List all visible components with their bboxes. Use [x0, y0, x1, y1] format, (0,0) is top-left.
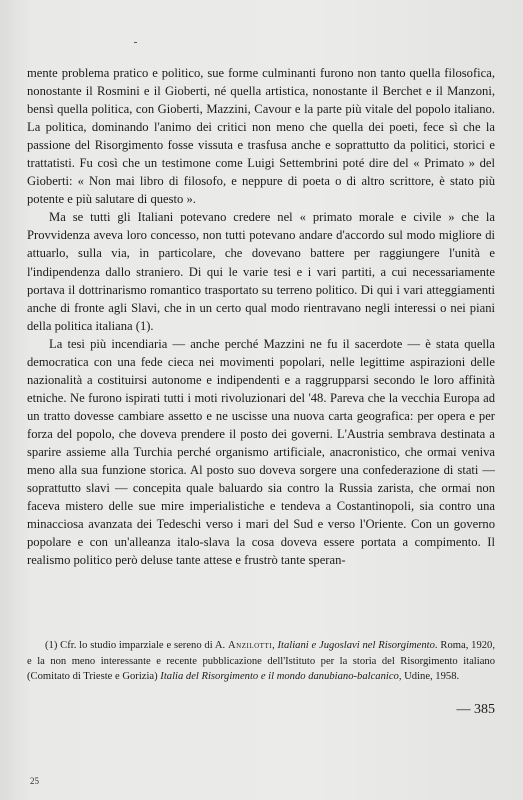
footnote-1	[27, 638, 495, 685]
footnote-sep: ,	[272, 640, 278, 651]
footnote-title-2: Italia del Risorgimento e il mondo danubiano-balcanico	[160, 671, 399, 683]
footnote-tail: , Udine, 1958.	[398, 671, 460, 683]
main-text	[27, 64, 495, 569]
page-number: — 385	[456, 702, 495, 717]
footnote-section	[27, 638, 495, 685]
footnote-middle: . Roma, 1920, e la non meno interessante e recente pubblicazione dell'Istituto per la storia del Risorgimento italiano (Comitato di Trieste e Gorizia)	[27, 640, 495, 683]
paragraph-3: La tesi più incendiaria — anche perché Mazzini ne fu il sacerdote — è stata quella democratica con una fede cieca nei movimenti popolari, nelle legittime aspirazioni delle nazionalità a costituirsi autonome e indipendenti e a raggrupparsi secondo le loro affinità etniche. Ne furono ispirati tutti i moti rivoluzionari del '48. Pareva che la vecchia Europa ad un tratto dovesse cambiare assetto e ne uscisse una nuova carta geografica: per opera e per forza del popolo, che doveva prendere il posto dei governi. L'Austria sembrava destinata a sparire assieme alla Turchia perché organismo artificiale, anacronistico, che ormai veniva meno alla sua funzione storica. Al posto suo doveva sorgere una confederazione di stati —soprattutto slavi — concepita quale baluardo sia contro la Russia zarista, che ormai non faceva mistero delle sue mire imperialistiche e tendeva a Costantinopoli, sia contro una minacciosa avanzata dei Tedeschi verso i mari del Sud e verso l'Oriente. Con un governo popolare e con un'alleanza italo-slava la cosa doveva essere portata a compimento. Il realismo politico però deluse tante attese e frustrò tante speran-	[27, 336, 495, 568]
signature-mark: 25	[30, 776, 39, 786]
footnote-title-1: Italiani e Jugoslavi nel Risorgimento	[277, 640, 435, 651]
print-mark	[134, 42, 137, 43]
paragraph-2: Ma se tutti gli Italiani potevano credere nel « primato morale e civile » che la Provvidenza aveva loro concesso, non tutti potevano andare d'accordo sul modo migliore di attuarlo, sulla via, in particolare, che dovevano battere per raggiungere l'unità e l'indipendenza dallo straniero. Di qui le varie tesi e i vari partiti, a cui necessariamente portava il dottrinarismo romantico trasportato su terreno politico. Di qui i vari atteggiamenti anche di fronte agli Slavi, che in un certo qual modo rientravano negli interessi o nei piani della politica italiana (1).	[27, 210, 495, 333]
footnote-lead: (1) Cfr. lo studio imparziale e sereno di A.	[45, 640, 226, 651]
paragraph-1: mente problema pratico e politico, sue forme culminanti furono non tanto quella filosofica, nonostante il Rosmini e il Gioberti, né quella artistica, nonostante il Berchet e il Manzoni, bensì quella politica, con Gioberti, Mazzini, Cavour e la parte più vitale del popolo italiano. La politica, dominando l'animo dei critici non meno che quella dei poeti, fece sì che la passione del Risorgimento fosse vissuta e trasfusa anche e soprattutto da politici, storici e trattatisti. Fu così che un testimone come Luigi Settembrini poté dire del « Primato » del Gioberti: « Non mai libro di filosofo, e neppure di poeta o di altro scrittore, è stato più potente e più salutare di questo ».	[27, 66, 495, 207]
footnote-author: Anzilotti	[228, 640, 273, 651]
